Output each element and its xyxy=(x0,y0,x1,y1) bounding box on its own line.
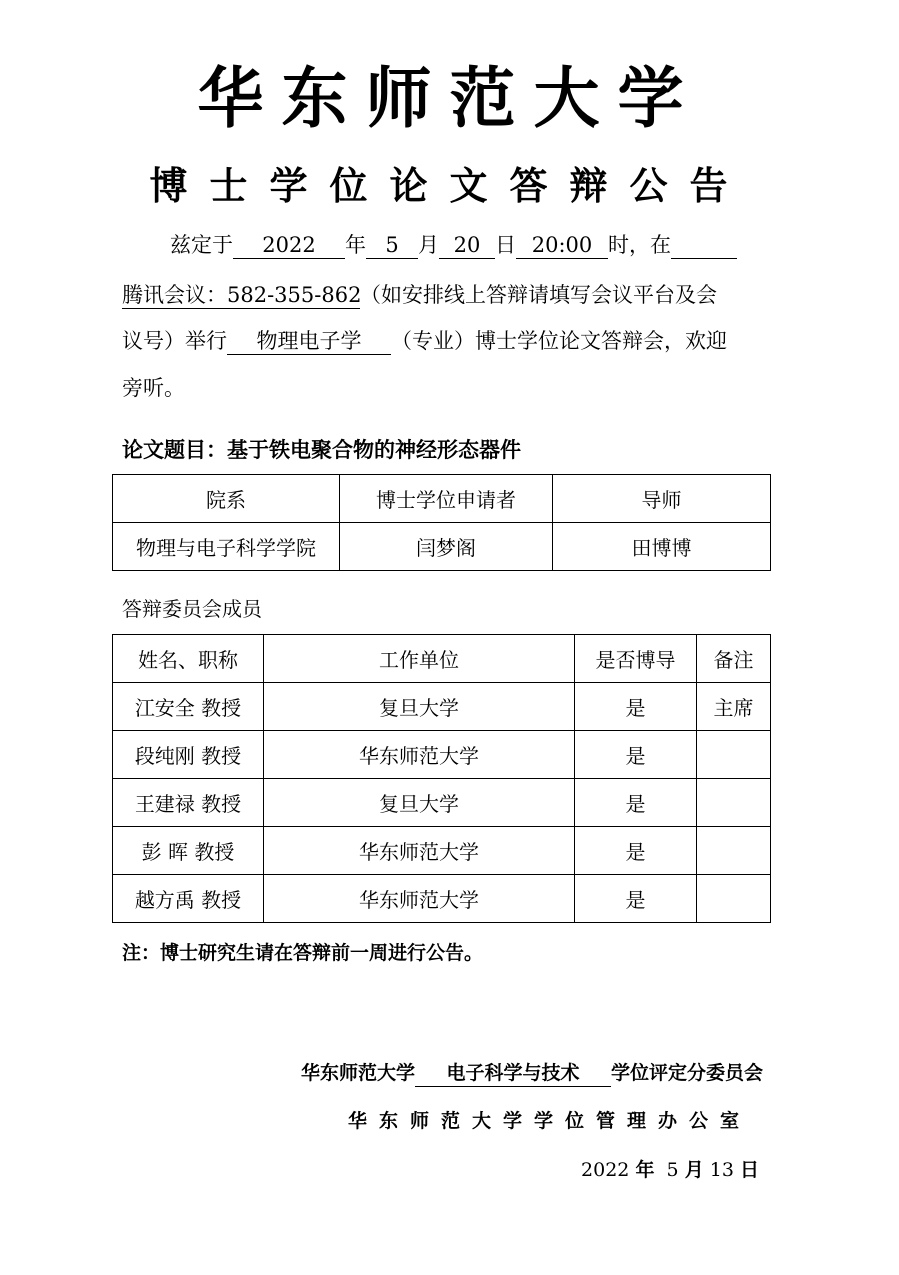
member-remark-cell xyxy=(697,827,771,875)
date-year: 2022 xyxy=(581,1159,630,1181)
member-affiliation-cell: 华东师范大学 xyxy=(264,827,575,875)
date-month-unit: 月 xyxy=(684,1159,704,1181)
table-row xyxy=(113,827,771,875)
header-cell: 姓名、职称 xyxy=(113,635,264,683)
time-unit: 时，在 xyxy=(608,233,671,257)
member-affiliation-cell: 复旦大学 xyxy=(264,683,575,731)
header-cell: 备注 xyxy=(697,635,771,683)
member-affiliation-cell: 华东师范大学 xyxy=(264,875,575,923)
major-suffix: （专业）博士学位论文答辩会，欢迎 xyxy=(391,329,727,353)
table-row xyxy=(113,875,771,923)
member-remark-cell: 主席 xyxy=(697,683,771,731)
member-remark-cell xyxy=(697,731,771,779)
member-affiliation-cell: 复旦大学 xyxy=(264,779,575,827)
member-supervisor-cell: 是 xyxy=(575,875,697,923)
major: 物理电子学 xyxy=(227,328,391,355)
header-cell: 院系 xyxy=(113,475,340,523)
applicant-info-table xyxy=(112,474,771,571)
department-cell: 物理与电子科学学院 xyxy=(113,523,340,571)
venue: 腾讯会议：582-355-862 xyxy=(122,283,362,307)
header-cell: 博士学位申请者 xyxy=(340,475,553,523)
header-cell: 是否博导 xyxy=(575,635,697,683)
table-header-row xyxy=(113,635,771,683)
committee-table xyxy=(112,634,771,923)
day-unit: 日 xyxy=(495,233,516,257)
member-supervisor-cell: 是 xyxy=(575,779,697,827)
member-name-cell: 越方禹 教授 xyxy=(113,875,264,923)
table-header-row xyxy=(113,475,771,523)
org-suffix: 学位评定分委员会 xyxy=(610,1062,763,1084)
defense-day: 20 xyxy=(439,232,495,259)
university-name: 华东师范大学 xyxy=(197,59,702,137)
table-row xyxy=(113,683,771,731)
thesis-label: 论文题目： xyxy=(122,437,227,462)
advisor-cell: 田博博 xyxy=(553,523,771,571)
defense-year: 2022 xyxy=(233,232,345,259)
member-supervisor-cell: 是 xyxy=(575,731,697,779)
table-row xyxy=(113,523,771,571)
member-supervisor-cell: 是 xyxy=(575,683,697,731)
member-name-cell: 段纯刚 教授 xyxy=(113,731,264,779)
announcement-line-1 xyxy=(170,230,737,260)
table-row xyxy=(113,779,771,827)
member-name-cell: 彭 晖 教授 xyxy=(113,827,264,875)
announcement-line-2 xyxy=(122,280,717,310)
member-name-cell: 王建禄 教授 xyxy=(113,779,264,827)
defense-time: 20:00 xyxy=(516,232,608,259)
member-name-cell: 江安全 教授 xyxy=(113,683,264,731)
defense-month: 5 xyxy=(366,232,418,259)
date-day-unit: 日 xyxy=(739,1159,759,1181)
lead-text: 兹定于 xyxy=(170,233,233,257)
month-unit: 月 xyxy=(418,233,439,257)
announcement-line-4: 旁听。 xyxy=(122,376,185,400)
org-prefix: 华东师范大学 xyxy=(300,1062,415,1084)
date-day: 13 xyxy=(709,1159,734,1181)
header-cell: 导师 xyxy=(553,475,771,523)
applicant-cell: 闫梦阁 xyxy=(340,523,553,571)
date-year-unit: 年 xyxy=(635,1159,655,1181)
document-title: 博士学位论文答辩公告 xyxy=(149,163,750,208)
member-remark-cell xyxy=(697,779,771,827)
table-row xyxy=(113,731,771,779)
date-month: 5 xyxy=(666,1159,679,1181)
year-unit: 年 xyxy=(345,233,366,257)
online-note-2: 议号）举行 xyxy=(122,329,227,353)
member-supervisor-cell: 是 xyxy=(575,827,697,875)
venue-blank xyxy=(671,232,737,259)
member-affiliation-cell: 华东师范大学 xyxy=(264,731,575,779)
committee-signature xyxy=(301,1058,763,1088)
committee-label: 答辩委员会成员 xyxy=(122,597,262,621)
member-remark-cell xyxy=(697,875,771,923)
signature-date xyxy=(581,1155,759,1185)
thesis-title: 基于铁电聚合物的神经形态器件 xyxy=(227,437,521,462)
online-note-1: （如安排线上答辩请填写会议平台及会 xyxy=(360,283,717,307)
footnote: 注：博士研究生请在答辩前一周进行公告。 xyxy=(122,942,484,964)
thesis-title-line xyxy=(122,435,521,465)
org-department: 电子科学与技术 xyxy=(415,1060,611,1087)
office-signature: 华东师范大学学位管理办公室 xyxy=(347,1110,751,1132)
announcement-line-3 xyxy=(122,326,727,356)
header-cell: 工作单位 xyxy=(264,635,575,683)
